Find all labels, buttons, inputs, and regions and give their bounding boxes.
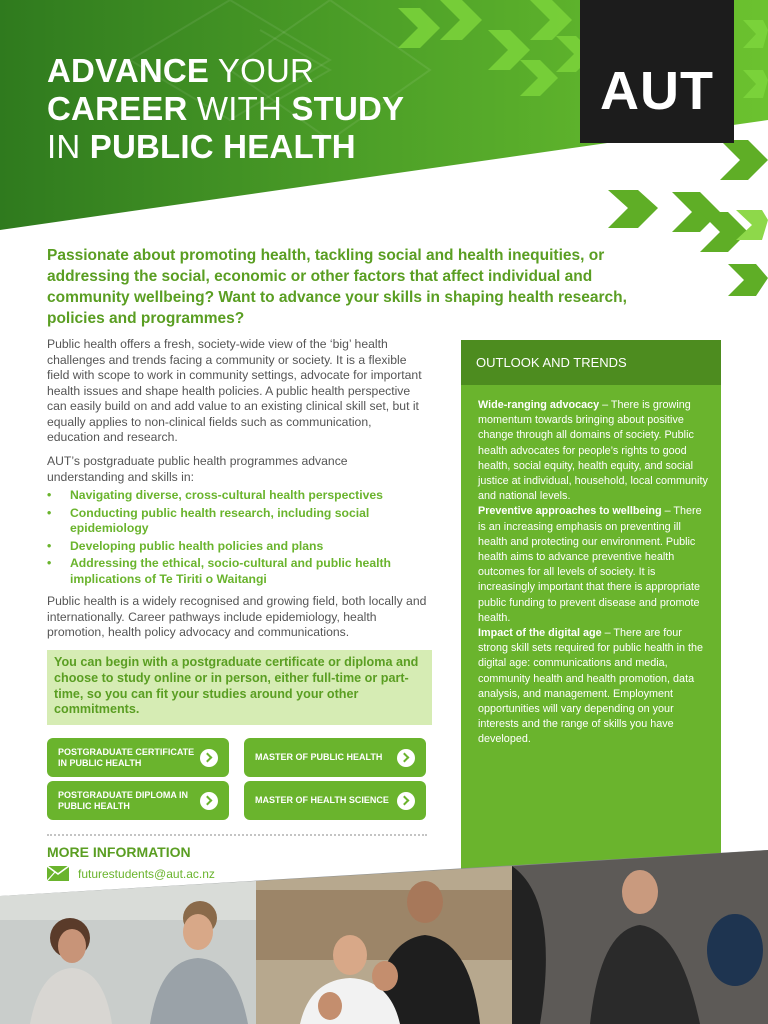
list-item: • Developing public health policies and plans (47, 539, 427, 555)
body-paragraph-1: Public health offers a fresh, society-wide view of the ‘big’ health challenges and trends facing a community or society. It is a flexible field with scope to work in community settings, advocate for important health issues and shape health policies. A public health perspective can easily build on and add value to an existing clinical skill set, but it equally applies to non-clinical fields such as communication, education and research. (47, 337, 422, 444)
title-bold-advance: ADVANCE (47, 52, 210, 89)
title-bold-study: STUDY (291, 90, 405, 127)
photo-family (256, 866, 512, 1024)
panel-content (478, 398, 710, 748)
trend-item (478, 504, 710, 626)
title-text: YOUR (209, 52, 315, 89)
title-bold-public-health: PUBLIC HEALTH (89, 128, 356, 165)
outlook-trends-panel (461, 340, 721, 880)
aut-logo (580, 0, 734, 143)
list-item: • Addressing the ethical, socio-cultural and public health implications of Te Tiriti o Waitangi (47, 556, 427, 587)
trend-text: – There is an increasing emphasis on preventing ill health and protecting our environment. Public health aims to advance preventive health outcomes for all levels of society. It is increasingly important that there is appropriate public funding to prevent disease and promote health. (478, 505, 702, 624)
photo-discussion (512, 850, 768, 1024)
master-health-science-button[interactable] (244, 781, 426, 820)
trend-heading: Impact of the digital age (478, 627, 602, 640)
body-paragraph-3: Public health is a widely recognised and growing field, both locally and internationally. Career pathways include epidemiology, health promotion, health policy advocacy and communications. (47, 594, 427, 639)
body-paragraph-2: AUT’s postgraduate public health programmes advance understanding and skills in: (47, 454, 348, 484)
decorative-arrows-top (738, 0, 768, 140)
photo-strip (0, 830, 768, 1024)
trend-heading: Preventive approaches to wellbeing (478, 505, 662, 518)
callout-text: You can begin with a postgraduate certificate or diploma and choose to study online or in person, either full-time or part-time, so you can fit your studies around your other commitments. (54, 655, 419, 717)
trend-text: – There is growing momentum towards bringing about positive change through all domains of society. Public health advocates for people’s rights to good health, social equity, health equity, and social justice at individual, household, local community and national levels. (478, 399, 708, 503)
list-item: • Conducting public health research, including social epidemiology (47, 506, 427, 537)
panel-title: OUTLOOK AND TRENDS (476, 355, 627, 370)
chevron-right-icon (397, 792, 415, 810)
chevron-right-icon (200, 792, 218, 810)
chevron-right-icon (397, 749, 415, 767)
photo-colleagues (0, 881, 256, 1024)
title-text: IN (47, 128, 90, 165)
button-label: MASTER OF PUBLIC HEALTH (255, 752, 383, 762)
more-info-heading: MORE INFORMATION (47, 844, 191, 860)
page-title (47, 52, 404, 166)
intro-text: Passionate about promoting health, tackling social and health inequities, or addressing the social, economic or other factors that affect individual and community wellbeing? Want to advance your skills in shaping health research, policies and programmes? (47, 247, 627, 327)
skills-list (47, 488, 427, 589)
master-public-health-button[interactable] (244, 738, 426, 777)
panel-header (461, 340, 721, 385)
email-address: futurestudents@aut.ac.nz (78, 866, 215, 881)
trend-heading: Wide-ranging advocacy (478, 399, 600, 411)
title-bold-career: CAREER (47, 90, 188, 127)
trend-item (478, 398, 710, 504)
button-label: POSTGRADUATE DIPLOMA IN PUBLIC HEALTH (58, 789, 188, 811)
trend-item (478, 626, 710, 748)
trend-text: – There are four strong skill sets required for public health in the digital age: communications and media, community health and health promotion, data analysis, and management. Employment opportunities will vary depending on your interests and the range of skills you have developed. (478, 627, 704, 746)
study-options-callout (47, 650, 432, 725)
chevron-right-icon (200, 749, 218, 767)
title-text: WITH (187, 90, 292, 127)
button-label: MASTER OF HEALTH SCIENCE (255, 795, 389, 805)
logo-text: AUT (600, 61, 714, 121)
list-item: • Navigating diverse, cross-cultural health perspectives (47, 488, 427, 504)
button-label: POSTGRADUATE CERTIFICATE IN PUBLIC HEALTH (58, 746, 195, 768)
pg-diploma-button[interactable] (47, 781, 229, 820)
pg-certificate-button[interactable] (47, 738, 229, 777)
